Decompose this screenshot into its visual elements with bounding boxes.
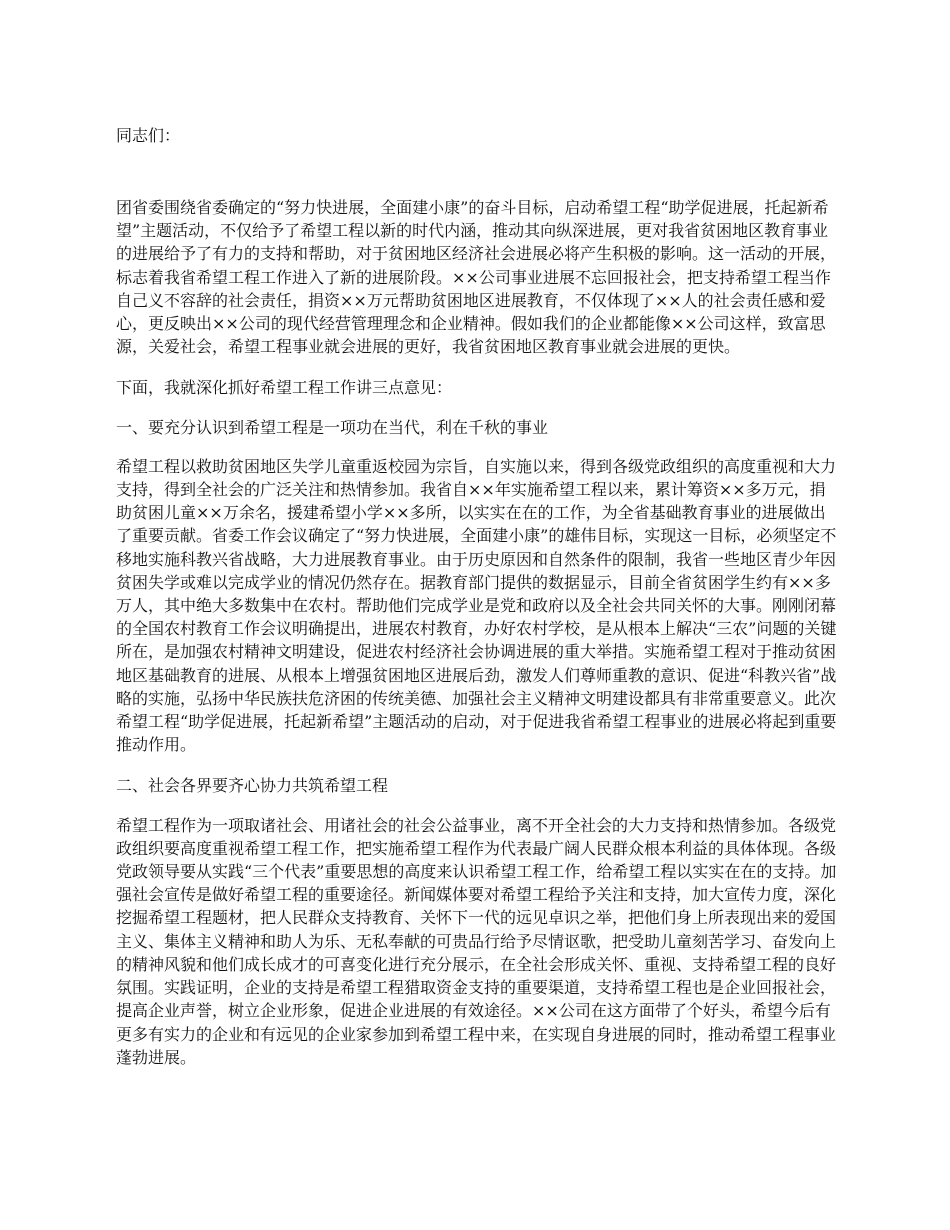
transition-paragraph: 下面，我就深化抓好希望工程工作讲三点意见：: [116, 378, 453, 398]
section-1-paragraph: 希望工程以救助贫困地区失学儿童重返校园为宗旨，自实施以来，得到各级党政组织的高度重视和大力支持，得到全社会的广泛关注和热情参加。我省自××年实施希望工程以来，累计筹资××多万元，捐助贫困儿童××万余名，援建希望小学××多所，以实实在在的工作，为全省基础教育事业的进展做出了重要贡献。省委工作会议确定了“努力快进展，全面建小康”的雄伟目标，实现这一目标，必须坚定不移地实施科教兴省战略，大力进展教育事业。由于历史原因和自然条件的限制，我省一些地区青少年因贫困失学或难以完成学业的情况仍然存在。据教育部门提供的数据显示，目前全省贫困学生约有××多万人，其中绝大多数集中在农村。帮助他们完成学业是党和政府以及全社会共同关怀的大事。刚刚闭幕的全国农村教育工作会议明确提出，进展农村教育，办好农村学校，是从根本上解决“三农”问题的关键所在，是加强农村精神文明建设，促进农村经济社会协调进展的重大举措。实施希望工程对于推动贫困地区基础教育的进展、从根本上增强贫困地区进展后劲，激发人们尊师重教的意识、促进“科教兴省”战略的实施，弘扬中华民族扶危济困的传统美德、加强社会主义精神文明建设都具有非常重要意义。此次希望工程“助学促进展，托起新希望”主题活动的启动，对于促进我省希望工程事业的进展必将起到重要推动作用。: [116, 456, 837, 755]
intro-paragraph: 团省委围绕省委确定的“努力快进展，全面建小康”的奋斗目标，启动希望工程“助学促进展，托起新希望”主题活动，不仅给予了希望工程以新的时代内涵，推动其向纵深进展，更对我省贫困地区教育事业的进展给予了有力的支持和帮助，对于贫困地区经济社会进展必将产生积极的影响。这一活动的开展，标志着我省希望工程工作进入了新的进展阶段。××公司事业进展不忘回报社会，把支持希望工程当作自己义不容辞的社会责任，捐资××万元帮助贫困地区进展教育，不仅体现了××人的社会责任感和爱心，更反映出××公司的现代经营管理理念和企业精神。假如我们的企业都能像××公司这样，致富思源，关爱社会，希望工程事业就会进展的更好，我省贫困地区教育事业就会进展的更快。: [116, 198, 837, 357]
document-body: [116, 196, 838, 1087]
section-heading-2: 二、社会各界要齐心协力共筑希望工程: [116, 776, 389, 796]
section-heading-1: 一、要充分认识到希望工程是一项功在当代，利在千秋的事业: [116, 417, 549, 437]
salutation: 同志们：: [116, 126, 181, 145]
section-2-paragraph: 希望工程作为一项取诸社会、用诸社会的社会公益事业，离不开全社会的大力支持和热情参加。各级党政组织要高度重视希望工程工作，把实施希望工程作为代表最广阔人民群众根本利益的具体体现。各级党政领导要从实践“三个代表”重要思想的高度来认识希望工程工作，给希望工程以实实在在的支持。加强社会宣传是做好希望工程的重要途径。新闻媒体要对希望工程给予关注和支持，加大宣传力度，深化挖掘希望工程题材，把人民群众支持教育、关怀下一代的远见卓识之举，把他们身上所表现出来的爱国主义、集体主义精神和助人为乐、无私奉献的可贵品行给予尽情讴歌，把受助儿童刻苦学习、奋发向上的精神风貌和他们成长成才的可喜变化进行充分展示，在全社会形成关怀、重视、支持希望工程的良好氛围。实践证明，企业的支持是希望工程猎取资金支持的重要渠道，支持希望工程也是企业回报社会，提高企业声誉，树立企业形象，促进企业进展的有效途径。××公司在这方面带了个好头，希望今后有更多有实力的企业和有远见的企业家参加到希望工程中来，在实现自身进展的同时，推动希望工程事业蓬勃进展。: [116, 815, 837, 1067]
